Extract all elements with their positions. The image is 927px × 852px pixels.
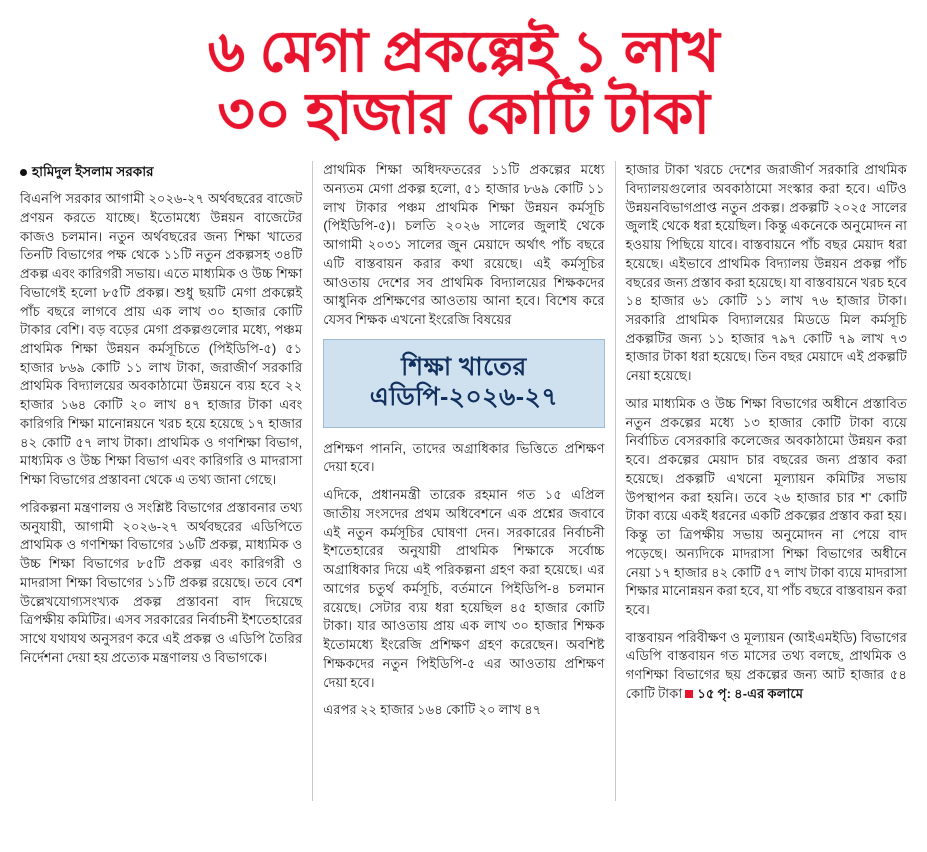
callout-line-1: শিক্ষা খাতের — [401, 352, 527, 381]
callout-line-2: এডিপি-২০২৬-২৭ — [369, 383, 559, 412]
paragraph: প্রাথমিক শিক্ষা অধিদফতরের ১১টি প্রকল্পের মধ্যে অন্যতম মেগা প্রকল্প হলো, ৫১ হাজার ৮৬৯ কোটি ১১ লাখ টাকার পঞ্চম প্রাথমিক শিক্ষা উন্নয়ন কর্মসূচি (পিইডিপি-৫)। চলতি ২০২৬ সালের জুলাই থেকে আগামী ২০৩১ সালের জুন মেয়াদে অর্থাৎ পাঁচ বছরে এটি বাস্তবায়ন করার কথা রয়েছে। এই কর্মসূচির আওতায় দেশের সব প্রাথমিক বিদ্যালয়ের শিক্ষকদের আধুনিক প্রশিক্ষণের আওতায় আনা হবে। বিশেষ করে যেসব শিক্ষক এখনো ইংরেজি বিষয়ের — [323, 162, 605, 327]
article-column-3 — [615, 161, 917, 801]
article-column-2 — [312, 161, 614, 801]
paragraph: আর মাধ্যমিক ও উচ্চ শিক্ষা বিভাগের অধীনে প্রস্তাবিত নতুন প্রকল্পের মধ্যে ১৩ হাজার কোটি টাকা ব্যয়ে নির্বাচিত বেসরকারি কলেজের অবকাঠামো উন্নয়ন করা হবে। প্রকল্পের মেয়াদ চার বছরের জন্য প্রস্তাব করা হয়েছে। প্রকল্পটি এখনো মূল্যায়ন কমিটির সভায় উপস্থাপন করা হয়নি। তবে ২৬ হাজার চার শ' কোটি টাকা ব্যয়ে একই ধরনের একটি প্রকল্পের প্রস্তাব করা হয়। কিন্তু তা ত্রিপক্ষীয় সভায় অনুমোদন না পেয়ে বাদ পড়েছে। অন্যদিকে মাদরাসা শিক্ষা বিভাগের অধীনে নেয়া ১৭ হাজার ৪২ কোটি ৫৭ লাখ টাকা ব্যয়ে মাদরাসা শিক্ষার মানোন্নয়ন করা হবে, যা পাঁচ বছরে বাস্তবায়ন করা হবে। — [625, 395, 907, 617]
byline — [20, 161, 302, 184]
article-column-1 — [10, 161, 312, 801]
paragraph: বিএনপি সরকার আগামী ২০২৬-২৭ অর্থবছরের বাজেট প্রণয়ন করতে যাচ্ছে। ইতোমধ্যে উন্নয়ন বাজেটের কাজও চলমান। নতুন অর্থবছরের জন্য শিক্ষা খাতের তিনটি বিভাগের পক্ষ থেকে ১১টি নতুন প্রকল্পসহ ৩৪টি প্রকল্প এবং কারিগরী সভায়। এতে মাধ্যমিক ও উচ্চ শিক্ষা বিভাগেই হলো ৮৫টি প্রকল্প। শুধু ছয়টি মেগা প্রকল্পেই পাঁচ বছরে লাগবে প্রায় এক লাখ ৩০ হাজার কোটি টাকার বেশি। বড় বড়ের মেগা প্রকল্পগুলোর মধ্যে, পঞ্চম প্রাথমিক শিক্ষা উন্নয়ন কর্মসূচিতে (পিইডিপি-৫) ৫১ হাজার ৮৬৯ কোটি ১১ লাখ টাকা, জরাজীর্ণ সরকারি প্রাথমিক বিদ্যালয়ের অবকাঠামো উন্নয়নে ব্যয় হবে ২২ হাজার ১৬৪ কোটি ২০ লাখ ৪৭ হাজার টাকা এবং কারিগরি শিক্ষা মানোন্নয়নে খরচ হয়ে হয়েছে ১৭ হাজার ৪২ কোটি ৫৭ লাখ টাকা। প্রাথমিক ও গণশিক্ষা বিভাগ, মাধ্যমিক ও উচ্চ শিক্ষা বিভাগ এবং কারিগরি ও মাদরাসা শিক্ষা বিভাগের প্রস্তাবনা থেকে এ তথ্য জানা গেছে। — [20, 191, 303, 488]
headline-line-2: ৩০ হাজার কোটি টাকা — [217, 81, 710, 146]
bullet-dot-icon — [20, 169, 27, 176]
paragraph: প্রশিক্ষণ পাননি, তাদের অগ্রাধিকার ভিত্তিতে প্রশিক্ষণ দেয়া হবে। — [323, 440, 605, 475]
continuation-note-label: ১৫ পৃ: ৪-এর কলামে — [697, 685, 804, 701]
paragraph-with-jump — [626, 629, 907, 704]
paragraph: পরিকল্পনা মন্ত্রণালয় ও সংশ্লিষ্ট বিভাগের প্রস্তাবনার তথ্য অনুযায়ী, আগামী ২০২৬-২৭ অর্থবছরের এডিপিতে প্রাথমিক ও গণশিক্ষা বিভাগের ১৬টি প্রকল্প, মাধ্যমিক ও উচ্চ শিক্ষা বিভাগের ৮৫টি প্রকল্প এবং কারিগরী ও মাদরাসা শিক্ষা বিভাগের ১১টি প্রকল্প রয়েছে। তবে বেশ উল্লেখযোগ্যসংখ্যক প্রকল্প প্রস্তাবনা বাদ দিয়েছে ত্রিপক্ষীয় কমিটির। এসব সরকারের নির্বাচনী ইশতেহারের সাথে যথাযথ অনুসরণ করে এই প্রকল্প ও এডিপি তৈরির নির্দেশনা দেয়া হয় প্রত্যেক মন্ত্রণালয় ও বিভাগকে। — [20, 499, 303, 665]
paragraph: এরপর ২২ হাজার ১৬৪ কোটি ২০ লাখ ৪৭ — [323, 702, 542, 718]
byline-author: হামিদুল ইসলাম সরকার — [32, 164, 154, 180]
callout-box — [323, 339, 604, 428]
headline-line-1: ৬ মেগা প্রকল্পেই ১ লাখ — [207, 20, 720, 84]
article-columns — [10, 161, 917, 801]
paragraph-text: বাস্তবায়ন পরিবীক্ষণ ও মূল্যায়ন (আইএমইডি) বিভাগের এডিপি বাস্তবায়ন গত মাসের তথ্য বলছে, প্রাথমিক ও গণশিক্ষা বিভাগের ছয় প্রকল্পের জন্য আট হাজার ৫৪ কোটি টাকা — [625, 629, 907, 701]
paragraph: এদিকে, প্রধানমন্ত্রী তারেক রহমান গত ১৫ এপ্রিল জাতীয় সংসদের প্রথম অধিবেশনে এক প্রশ্নের জবাবে এই নতুন কর্মসূচির ঘোষণা দেন। সরকারের নির্বাচনী ইশতেহারের অনুযায়ী প্রাথমিক শিক্ষাকে সর্বোচ্চ অগ্রাধিকার দিয়ে এই পরিকল্পনা গ্রহণ করা হয়েছে। এর আগের চতুর্থ কর্মসূচি, বর্তমানে পিইডিপি-৪ চলমান রয়েছে। সেটার ব্যয় ধরা হয়েছিল ৪৫ হাজার কোটি টাকা। যার আওতায় প্রায় এক লাখ ৩০ হাজার শিক্ষক ইতোমধ্যে ইংরেজি প্রশিক্ষণ গ্রহণ করেছেন। অবশিষ্ট শিক্ষকদের নতুন পিইডিপি-৫ এর আওতায় প্রশিক্ষণ দেয়া হবে। — [323, 487, 605, 690]
square-marker-icon — [685, 690, 693, 698]
continuation-note — [685, 686, 803, 701]
paragraph: হাজার টাকা খরচে দেশের জরাজীর্ণ সরকারি প্রাথমিক বিদ্যালয়গুলোর অবকাঠামো সংস্কার করা হবে। এটিও উন্নয়নবিভাগপ্রাপ্ত নতুন প্রকল্প। প্রকল্পটি ২০২৫ সালের জুলাই থেকে ধরা হয়েছিল। কিন্তু একনেকে অনুমোদন না হওয়ায় পিছিয়ে যাবে। বাস্তবায়নে পাঁচ বছর মেয়াদ ধরা হয়েছে। এইভাবে প্রাথমিক বিদ্যালয় উন্নয়ন প্রকল্প পাঁচ বছরের জন্য প্রস্তাব করা হয়েছে। যা বাস্তবায়নে খরচ হবে ১৪ হাজার ৬১ কোটি ১১ লাখ ৭৬ হাজার টাকা। সরকারি প্রাথমিক বিদ্যালয়ের মিডডে মিল কর্মসূচি প্রকল্পটির জন্য ১১ হাজার ৭৯৭ কোটি ৭৯ লাখ ৭৩ হাজার টাকা ধরা হয়েছে। তিন বছর মেয়াদে এই প্রকল্পটি নেয়া হয়েছে। — [625, 162, 907, 384]
page-headline — [10, 8, 917, 155]
